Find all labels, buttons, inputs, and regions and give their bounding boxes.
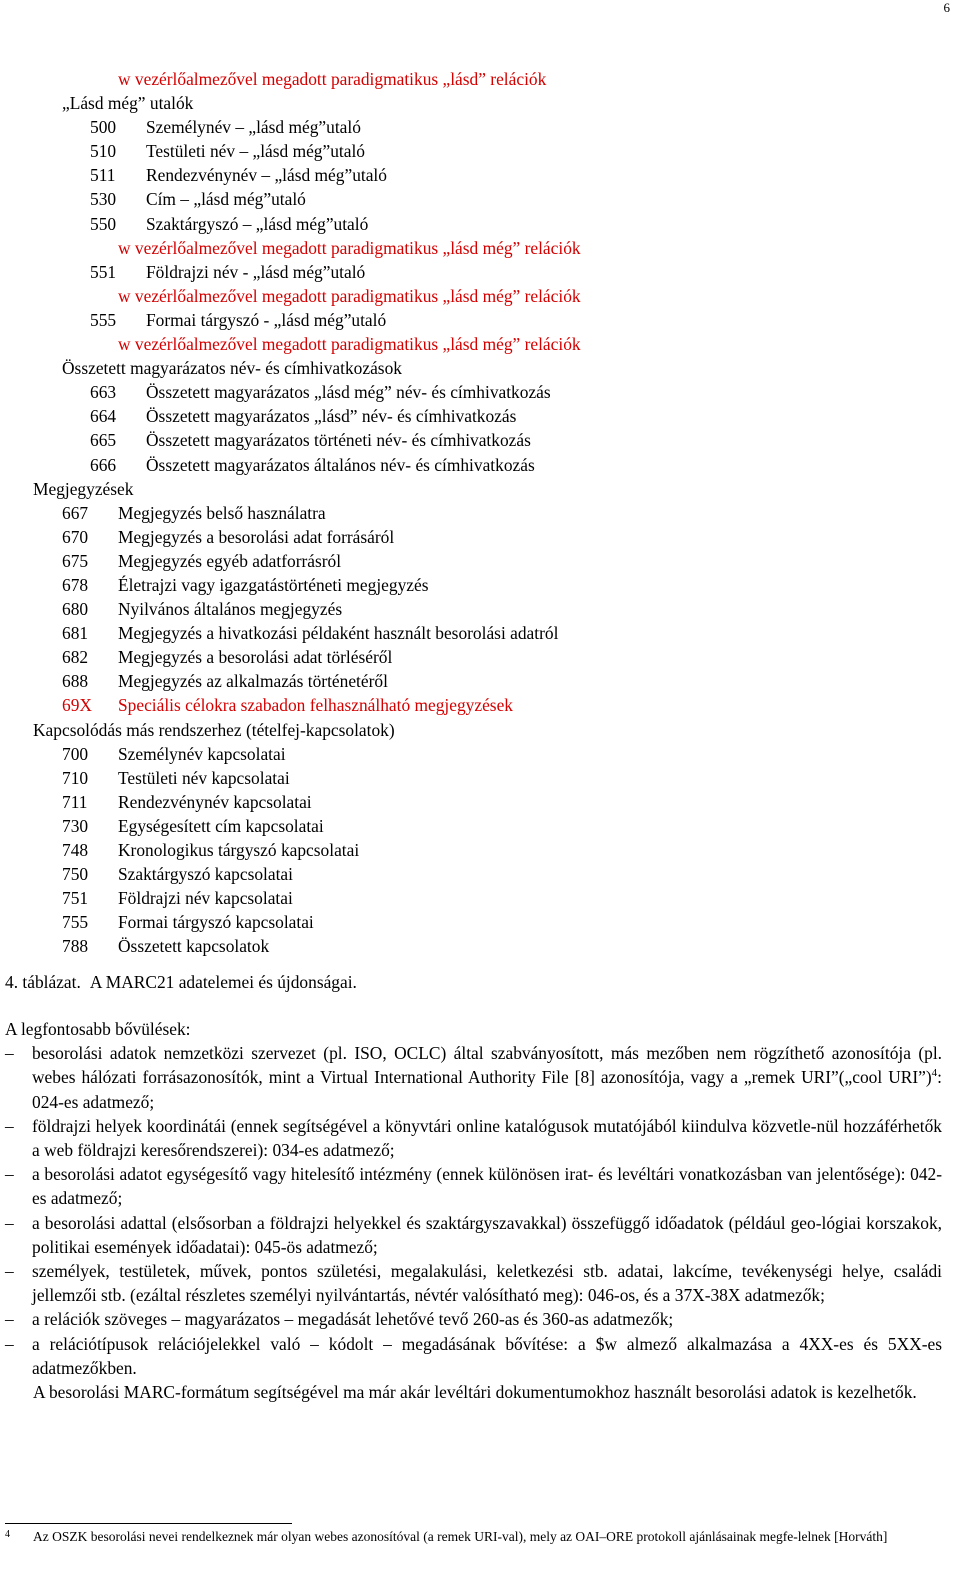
bullet-text: a besorolási adattal (elsősorban a földrajzi helyekkel és szaktárgyszavakkal) összefüggő időadatok (például geo-lógiai korszakok, politikai események időadatai): 045-ös adatmező; <box>32 1212 942 1257</box>
field-label: Összetett magyarázatos általános név- és címhivatkozás <box>146 454 535 475</box>
field-code: 665 <box>90 430 117 451</box>
field-label: Megjegyzés a hivatkozási példaként használt besorolási adatról <box>118 623 559 644</box>
field-code: 681 <box>62 623 89 644</box>
field-code: 530 <box>90 189 117 210</box>
field-code: 688 <box>62 671 89 692</box>
field-code: 711 <box>62 791 88 812</box>
bullet-text: a besorolási adatot egységesítő vagy hitelesítő intézmény (ennek különösen irat- és levéltári vonatkozásban van jelentősége): 042-es adatmező; <box>32 1164 942 1209</box>
listing-row <box>0 212 960 236</box>
listing-row <box>0 766 960 790</box>
bullet-item <box>5 1307 942 1331</box>
field-code: 670 <box>62 526 89 547</box>
section-heading: w vezérlőalmezővel megadott paradigmatikus „lásd még” relációk <box>118 334 581 355</box>
listing-row <box>0 862 960 886</box>
field-label: Összetett magyarázatos „lásd” név- és címhivatkozás <box>146 406 517 427</box>
field-label: Földrajzi név kapcsolatai <box>118 888 293 909</box>
listing-row <box>0 814 960 838</box>
listing-row <box>0 621 960 645</box>
bullet-dash: – <box>5 1309 14 1330</box>
listing-row <box>0 718 960 742</box>
field-label: Speciális célokra szabadon felhasználható megjegyzések <box>118 695 513 716</box>
section-heading: Megjegyzések <box>33 478 134 499</box>
page-number: 6 <box>943 0 950 15</box>
bullet-text: a relációk szöveges – magyarázatos – megadását lehetővé tevő 260-as és 360-as adatmezők; <box>32 1309 674 1330</box>
field-code: 730 <box>62 815 89 836</box>
listing-row <box>0 549 960 573</box>
footnote-reference[interactable]: 4 <box>931 1067 938 1080</box>
listing-row <box>0 742 960 766</box>
marc-field-listing <box>0 67 960 958</box>
field-code: 680 <box>62 599 89 620</box>
field-label: Szaktárgyszó – „lásd még”utaló <box>146 213 369 234</box>
field-label: Egységesített cím kapcsolatai <box>118 815 324 836</box>
field-label: Földrajzi név - „lásd még”utaló <box>146 261 366 282</box>
bullet-item <box>5 1332 942 1380</box>
bullet-dash: – <box>5 1043 14 1064</box>
field-label: Megjegyzés a besorolási adat törléséről <box>118 647 393 668</box>
section-heading: w vezérlőalmezővel megadott paradigmatikus „lásd még” relációk <box>118 237 581 258</box>
listing-row <box>0 260 960 284</box>
field-code: 710 <box>62 767 89 788</box>
field-label: Rendezvénynév kapcsolatai <box>118 791 312 812</box>
listing-row <box>0 501 960 525</box>
footnote-mark: 4 <box>5 1529 10 1540</box>
field-label: Személynév kapcsolatai <box>118 743 286 764</box>
listing-row <box>0 910 960 934</box>
listing-row <box>0 453 960 477</box>
section-heading: w vezérlőalmezővel megadott paradigmatikus „lásd” relációk <box>118 69 547 89</box>
field-label: Megjegyzés a besorolási adat forrásáról <box>118 526 395 547</box>
field-label: Megjegyzés egyéb adatforrásról <box>118 550 342 571</box>
body-text <box>5 1017 942 1404</box>
listing-row <box>0 525 960 549</box>
bullet-item <box>5 1041 942 1114</box>
field-code: 675 <box>62 550 89 571</box>
footnote-divider <box>5 1523 292 1524</box>
listing-row <box>0 573 960 597</box>
field-label: Nyilvános általános megjegyzés <box>118 599 343 620</box>
caption-text: A MARC21 adatelemei és újdonságai. <box>89 972 357 992</box>
field-code: 550 <box>90 213 117 234</box>
caption-label: 4. táblázat. <box>5 972 81 992</box>
field-code: 510 <box>90 141 117 162</box>
listing-row <box>0 139 960 163</box>
section-heading: Kapcsolódás más rendszerhez (tételfej-kapcsolatok) <box>33 719 395 740</box>
field-code: 667 <box>62 502 89 523</box>
bullet-text: a relációtípusok relációjelekkel való – kódolt – megadásának bővítése: a $w almező alkalmazása a 4XX-es és 5XX-es adatmezőkben. <box>32 1333 942 1378</box>
listing-row <box>0 886 960 910</box>
bullet-dash: – <box>5 1261 14 1282</box>
listing-row <box>0 693 960 717</box>
field-label: Cím – „lásd még”utaló <box>146 189 306 210</box>
field-label: Kronologikus tárgyszó kapcsolatai <box>118 840 360 860</box>
field-label: Formai tárgyszó - „lásd még”utaló <box>146 309 387 330</box>
bullet-text: személyek, testületek, művek, pontos születési, megalakulási, keletkezési stb. adatai, lakcíme, tevékenységi helye, családi jellemzői stb. (ezáltal részletes személyi nyilvántartás, névtér valósítható meg): 046-os, és a 37X-38X adatmezők; <box>32 1261 942 1306</box>
field-code: 682 <box>62 647 89 668</box>
listing-row <box>0 163 960 187</box>
listing-row <box>0 115 960 139</box>
listing-row <box>0 790 960 814</box>
bullet-text: földrajzi helyek koordinátái (ennek segítségével a könyvtári online katalógusok mutatójából kiindulva közvetle-nül hozzáférhetők a web földrajzi keresőrendszerei): 034-es adatmező; <box>32 1115 942 1161</box>
field-code: 551 <box>90 261 117 282</box>
listing-row <box>0 91 960 115</box>
field-label: Testületi név – „lásd még”utaló <box>146 141 365 162</box>
field-code: 788 <box>62 936 89 957</box>
bullet-item <box>5 1259 942 1307</box>
field-code: 500 <box>90 117 117 138</box>
bullet-item <box>5 1114 942 1162</box>
listing-row <box>0 236 960 260</box>
field-label: Összetett magyarázatos történeti név- és címhivatkozás <box>146 430 531 451</box>
field-label: Rendezvénynév – „lásd még”utaló <box>146 165 387 186</box>
field-label: Összetett kapcsolatok <box>118 936 270 957</box>
footnote <box>5 1528 942 1546</box>
listing-row <box>0 308 960 332</box>
listing-row <box>0 356 960 380</box>
bullet-text: besorolási adatok nemzetközi szervezet (pl. ISO, OCLC) által szabványosított, más mezőben nem rögzíthető azonosítója (pl. webes hálózati forrásazonosítók, mint a Virtual International Authority File [8] azonosítója, vagy a „remek URI”(„cool URI”) <box>32 1043 942 1088</box>
section-heading: w vezérlőalmezővel megadott paradigmatikus „lásd még” relációk <box>118 285 581 306</box>
section-heading: Összetett magyarázatos név- és címhivatkozások <box>62 358 402 379</box>
field-label: Személynév – „lásd még”utaló <box>146 117 361 138</box>
listing-row <box>0 669 960 693</box>
listing-row <box>0 477 960 501</box>
field-label: Testületi név kapcsolatai <box>118 767 290 788</box>
field-label: Életrajzi vagy igazgatástörténeti megjegyzés <box>118 574 429 595</box>
field-code: 664 <box>90 406 117 427</box>
field-label: Formai tárgyszó kapcsolatai <box>118 912 314 933</box>
field-code: 700 <box>62 743 89 764</box>
listing-row <box>0 332 960 356</box>
bullet-item <box>5 1211 942 1259</box>
listing-row <box>0 67 960 91</box>
field-code: 751 <box>62 888 89 909</box>
listing-row <box>0 284 960 308</box>
bullet-dash: – <box>5 1164 14 1185</box>
bullet-dash: – <box>5 1333 14 1354</box>
listing-row <box>0 404 960 428</box>
field-label: Szaktárgyszó kapcsolatai <box>118 864 293 885</box>
field-code: 663 <box>90 382 117 403</box>
field-code: 69X <box>62 695 92 716</box>
field-code: 555 <box>90 309 117 330</box>
field-code: 755 <box>62 912 89 933</box>
field-label: Megjegyzés az alkalmazás történetéről <box>118 671 388 692</box>
listing-row <box>0 428 960 452</box>
table-caption <box>5 970 357 994</box>
section-heading: „Lásd még” utalók <box>62 93 194 114</box>
listing-row <box>0 838 960 862</box>
field-code: 678 <box>62 574 89 595</box>
bullet-dash: – <box>5 1212 14 1233</box>
field-code: 748 <box>62 840 89 860</box>
field-label: Összetett magyarázatos „lásd még” név- és címhivatkozás <box>146 382 551 403</box>
field-code: 750 <box>62 864 89 885</box>
field-code: 511 <box>90 165 116 186</box>
closing-paragraph: A besorolási MARC-formátum segítségével ma már akár levéltári dokumentumokhoz használt besorolási adatok is kezelhetők. <box>33 1382 917 1403</box>
field-label: Megjegyzés belső használatra <box>118 502 326 523</box>
field-code: 666 <box>90 454 117 475</box>
listing-row <box>0 187 960 211</box>
listing-row <box>0 645 960 669</box>
bullet-dash: – <box>5 1115 14 1136</box>
footnote-text: Az OSZK besorolási nevei rendelkeznek már olyan webes azonosítóval (a remek URI-val), mely az OAI–ORE protokoll ajánlásainak megfe-lelnek [Horváth] <box>33 1529 888 1544</box>
intro-paragraph: A legfontosabb bővülések: <box>5 1019 191 1039</box>
bullet-item <box>5 1162 942 1210</box>
bullet-text-after: : 024-es adatmező; <box>32 1067 942 1112</box>
listing-row <box>0 380 960 404</box>
listing-row <box>0 597 960 621</box>
listing-row <box>0 934 960 958</box>
